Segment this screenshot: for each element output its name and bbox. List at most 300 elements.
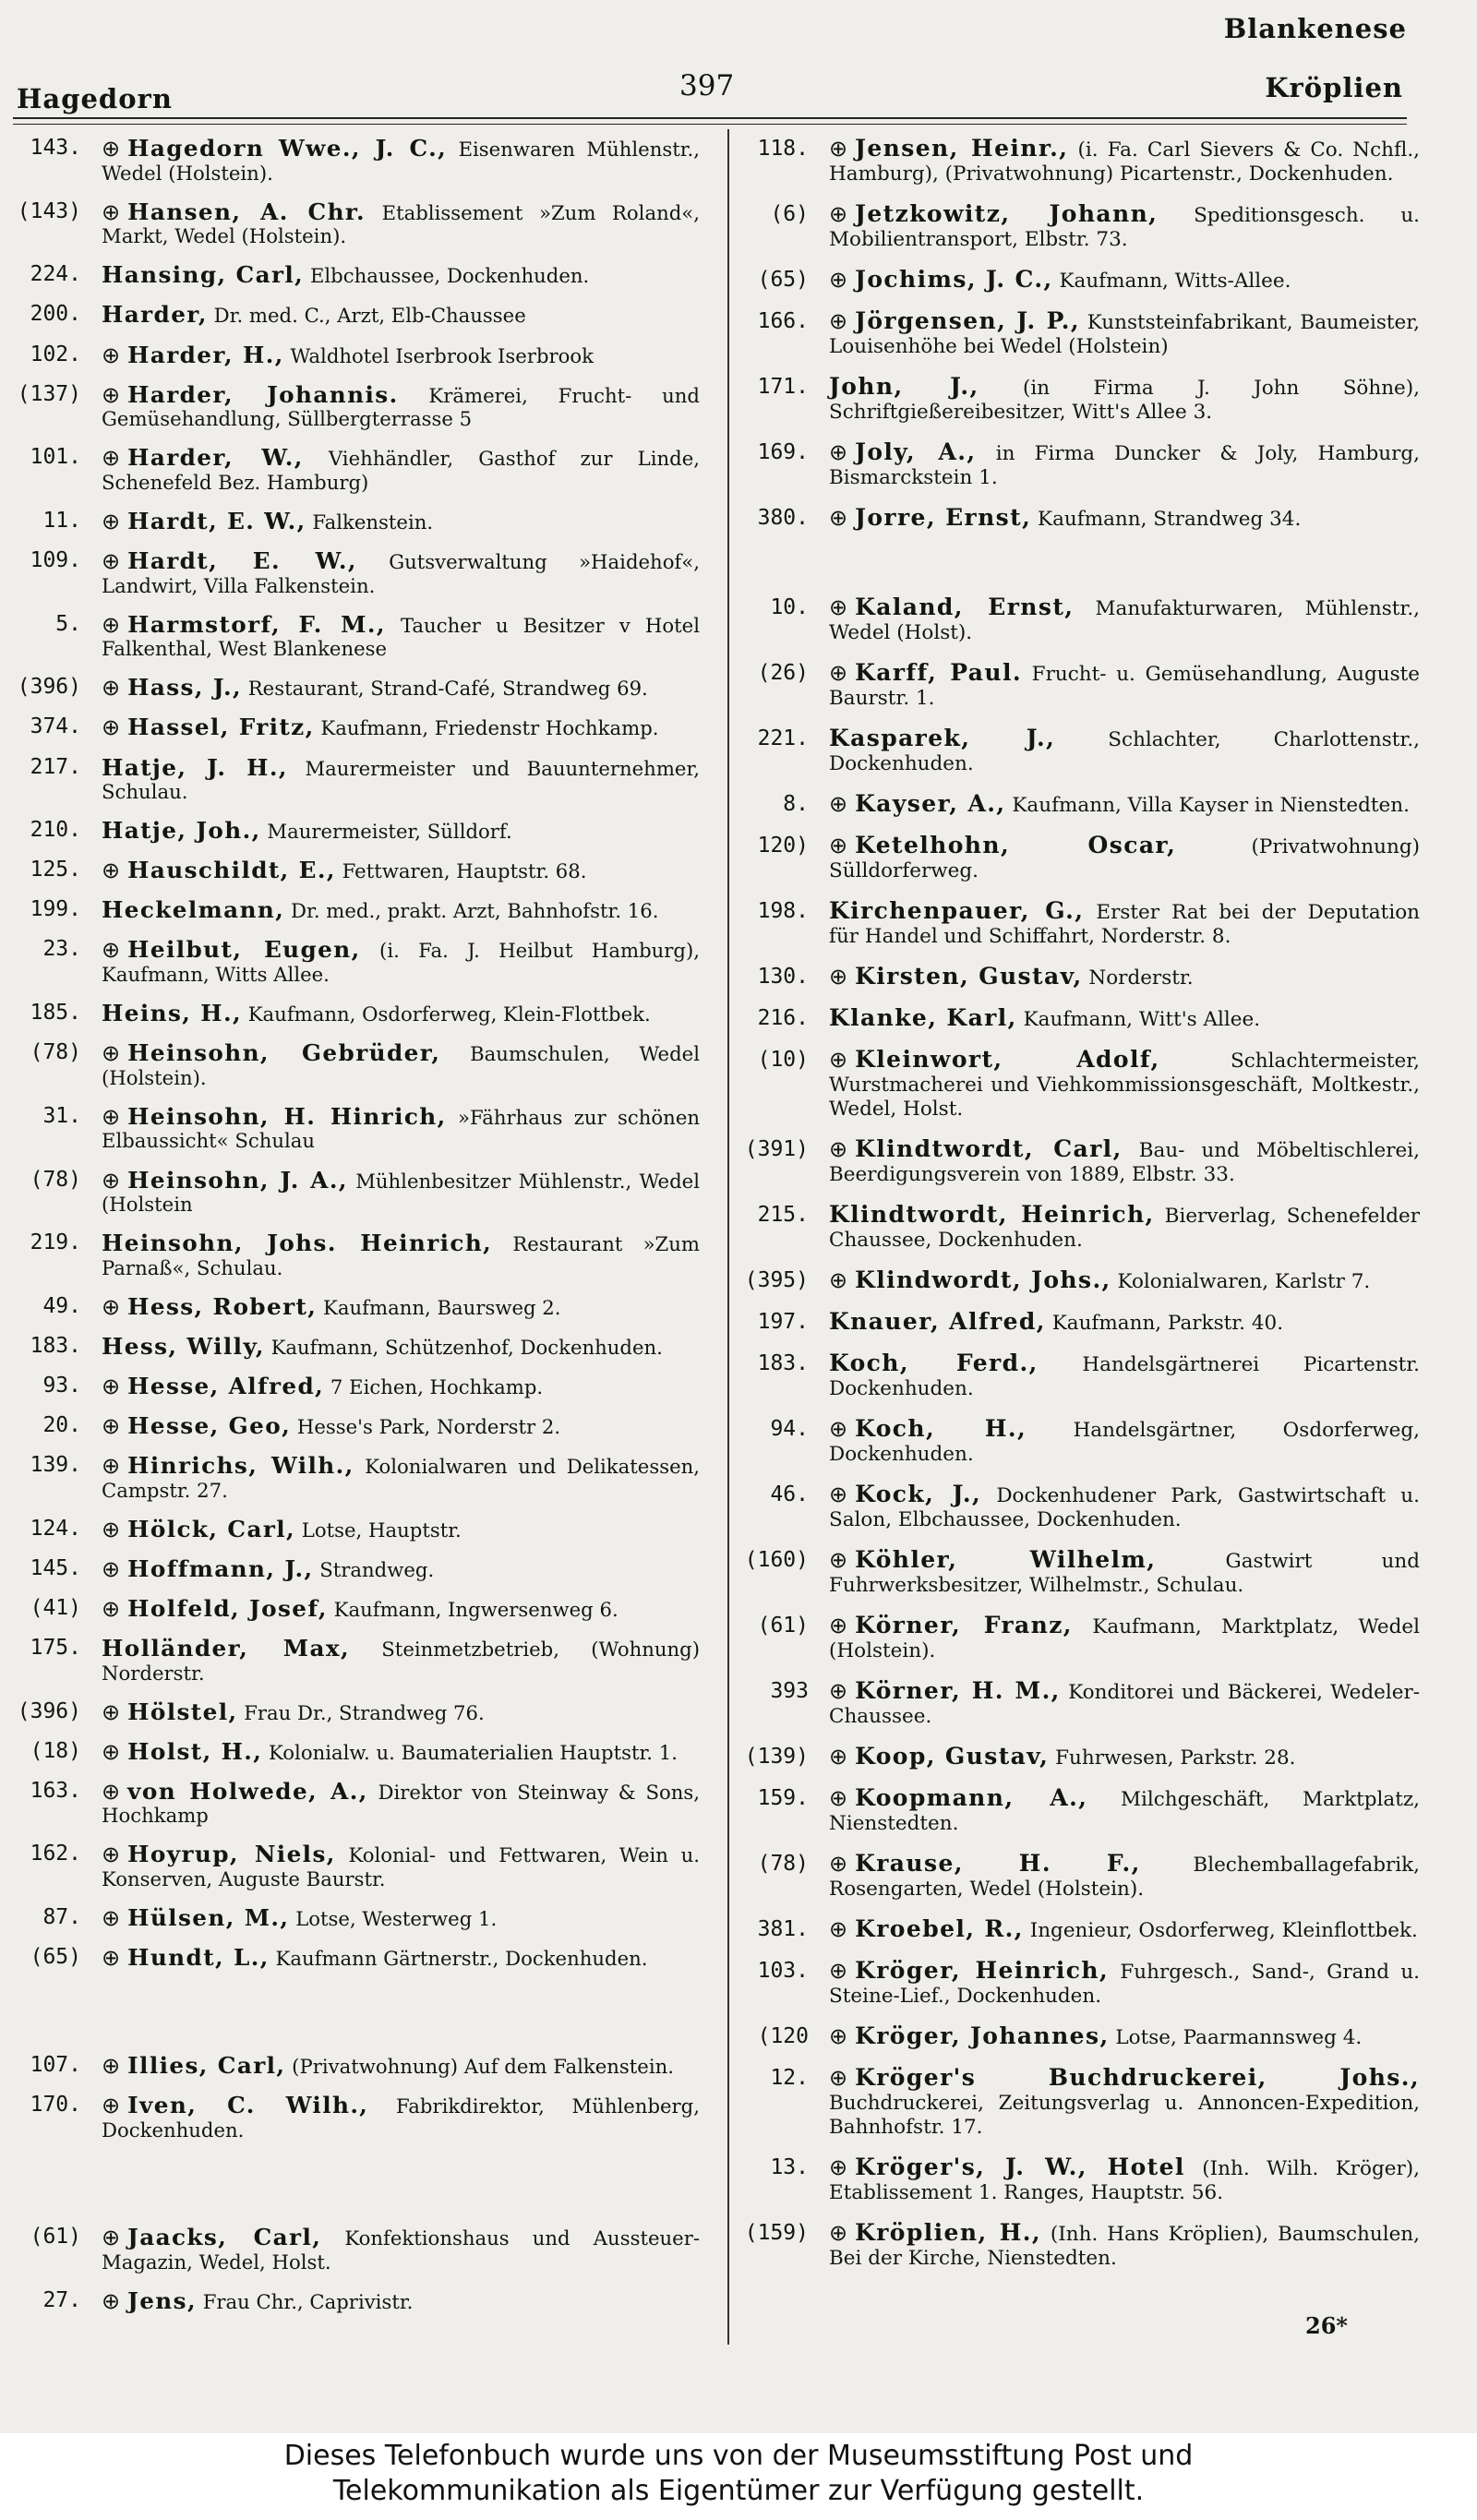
phone-number: (18) (30, 1738, 81, 1763)
phone-number: 20. (42, 1413, 81, 1438)
subscriber-name: Kirchenpauer, G., (829, 897, 1085, 924)
telephone-symbol-icon: ⊕ (829, 1047, 848, 1073)
subscriber-name: Hardt, E. W., (127, 507, 306, 534)
subscriber-name: Hansing, Carl, (102, 261, 305, 289)
subscriber-details: »Fährhaus zur schönen Elbaussicht« Schulau (102, 1105, 700, 1153)
telephone-symbol-icon: ⊕ (102, 136, 121, 162)
subscriber-details: (i. Fa. J. Heilbut Hamburg), Kaufmann, Witts Allee. (102, 939, 700, 986)
subscriber-name: Hülsen, M., (127, 1904, 290, 1932)
telephone-symbol-icon: ⊕ (102, 1842, 121, 1868)
telephone-symbol-icon: ⊕ (102, 1453, 121, 1480)
telephone-symbol-icon: ⊕ (102, 937, 121, 964)
directory-entry (13, 819, 700, 844)
subscriber-name: Heinsohn, H. Hinrich, (127, 1102, 447, 1130)
subscriber-name: Hauschildt, E., (127, 857, 336, 884)
subscriber-name: Hassel, Fritz, (127, 714, 315, 741)
phone-number: (6) (770, 202, 809, 226)
subscriber-details: Kaufmann, Osdorferweg, Klein-Flottbek. (247, 1002, 651, 1026)
directory-entry (740, 309, 1420, 359)
phone-number: 183. (30, 1333, 81, 1358)
subscriber-name: Heins, H., (102, 1000, 242, 1027)
directory-entry (13, 1231, 700, 1279)
subscriber-details: Dr. med. C., Arzt, Elb-Chaussee (213, 304, 526, 328)
telephone-symbol-icon: ⊕ (102, 1293, 121, 1320)
subscriber-name: Hinrichs, Wilh., (127, 1452, 354, 1480)
subscriber-name: Iven, C. Wilh., (127, 2092, 369, 2119)
directory-entry (13, 753, 700, 804)
directory-entry (13, 2223, 700, 2274)
directory-entry (740, 1786, 1420, 1836)
footer-notice (0, 2433, 1477, 2520)
subscriber-name: Illies, Carl, (127, 2052, 286, 2080)
footer-line-2: Telekommunikation als Eigentümer zur Verfügung gestellt. (332, 2475, 1145, 2507)
phone-number: 199. (30, 897, 81, 922)
phone-number: (10) (757, 1048, 809, 1072)
subscriber-name: Harmstorf, F. M., (127, 610, 386, 638)
subscriber-details: Kaufmann, Friedenstr Hochkamp. (320, 716, 659, 740)
directory-entry (13, 1332, 700, 1360)
directory-entry (13, 200, 700, 248)
subscriber-details: Handelsgärtnerei Picartenstr. Dockenhuden. (829, 1353, 1420, 1400)
subscriber-details: Maurermeister und Bauunternehmer, Schulau. (102, 756, 700, 804)
telephone-symbol-icon: ⊕ (102, 2053, 121, 2080)
subscriber-details: Kolonial- und Fettwaren, Wein u. Konserven, Auguste Baurstr. (102, 1843, 700, 1891)
subscriber-details: (Inh. Hans Kröplien), Baumschulen, Bei der Kirche, Nienstedten. (829, 2223, 1420, 2270)
directory-entry (13, 898, 700, 923)
telephone-symbol-icon: ⊕ (829, 1785, 848, 1811)
page-number: 397 (679, 69, 735, 102)
telephone-symbol-icon: ⊕ (829, 1267, 848, 1293)
phone-number: 171. (757, 375, 809, 399)
directory-entry (740, 2221, 1420, 2271)
subscriber-details: Gastwirt und Fuhrwerksbesitzer, Wilhelmstr., Schulau. (829, 1550, 1421, 1597)
subscriber-name: Hatje, J. H., (102, 753, 288, 781)
directory-entry (13, 715, 700, 740)
directory-entry (13, 1102, 700, 1153)
subscriber-details: Frucht- u. Gemüsehandlung, Auguste Baurstr. 1. (829, 663, 1420, 710)
telephone-symbol-icon: ⊕ (829, 136, 848, 162)
subscriber-name: Körner, H. M., (855, 1677, 1061, 1704)
directory-entry (13, 858, 700, 883)
subscriber-details: Buchdruckerei, Zeitungsverlag u. Annoncen-Expedition, Bahnhofstr. 17. (829, 2092, 1420, 2139)
phone-number: 125. (30, 858, 81, 882)
phone-number: 219. (30, 1230, 81, 1255)
subscriber-name: Kleinwort, Adolf, (855, 1046, 1160, 1073)
telephone-symbol-icon: ⊕ (102, 1103, 121, 1130)
telephone-symbol-icon: ⊕ (829, 505, 848, 531)
subscriber-name: Kröplien, H., (855, 2219, 1041, 2246)
phone-number: 393 (770, 1679, 809, 1703)
subscriber-name: Kayser, A., (855, 790, 1006, 817)
phone-number: (396) (17, 1698, 81, 1723)
phone-number: 185. (30, 1001, 81, 1026)
subscriber-details: Direktor von Steinway & Sons, Hochkamp (102, 1780, 700, 1828)
phone-number: 49. (42, 1293, 81, 1318)
telephone-symbol-icon: ⊕ (102, 445, 121, 472)
subscriber-name: Holländer, Max, (102, 1634, 351, 1662)
subscriber-details: Hesse's Park, Norderstr 2. (296, 1415, 561, 1439)
subscriber-details: Lotse, Westerweg 1. (295, 1907, 498, 1931)
subscriber-name: Kröger, Heinrich, (855, 1957, 1110, 1984)
subscriber-name: Kaland, Ernst, (855, 594, 1075, 620)
phone-number: 145. (30, 1555, 81, 1580)
subscriber-details: Lotse, Hauptstr. (301, 1518, 462, 1542)
telephone-symbol-icon: ⊕ (102, 1413, 121, 1440)
telephone-symbol-icon: ⊕ (102, 1778, 121, 1805)
subscriber-details: Kaufmann Gärtnerstr., Dockenhuden. (275, 1947, 648, 1971)
phone-number: 143. (30, 136, 81, 160)
directory-entry (13, 2054, 700, 2079)
directory-entry (13, 1777, 700, 1828)
directory-entry (740, 1482, 1420, 1532)
phone-number: 216. (757, 1006, 809, 1030)
subscriber-details: Manufakturwaren, Mühlenstr., Wedel (Holst). (829, 597, 1420, 644)
subscriber-details: (Privatwohnung) Auf dem Falkenstein. (292, 2055, 674, 2079)
subscriber-name: Koop, Gustav, (855, 1743, 1050, 1770)
subscriber-name: Heckelmann, (102, 896, 285, 924)
telephone-symbol-icon: ⊕ (829, 439, 848, 465)
subscriber-details: Waldhotel Iserbrook Iserbrook (290, 343, 594, 367)
telephone-symbol-icon: ⊕ (829, 201, 848, 227)
phone-number: 101. (30, 445, 81, 470)
subscriber-name: Klanke, Karl, (829, 1004, 1017, 1031)
phone-number: 170. (30, 2093, 81, 2118)
subscriber-name: Kirsten, Gustav, (855, 963, 1083, 990)
directory-entry (740, 2024, 1420, 2050)
phone-number: 102. (30, 342, 81, 366)
subscriber-details: Fuhrwesen, Parkstr. 28. (1055, 1746, 1296, 1770)
subscriber-details: (in Firma J. John Söhne), Schriftgießereibesitzer, Witt's Allee 3. (829, 377, 1420, 424)
phone-number: (143) (17, 198, 81, 223)
telephone-symbol-icon: ⊕ (829, 1744, 848, 1770)
telephone-symbol-icon: ⊕ (102, 198, 121, 225)
subscriber-name: Krause, H. F., (855, 1850, 1141, 1877)
subscriber-name: Koch, Ferd., (829, 1350, 1039, 1376)
telephone-symbol-icon: ⊕ (102, 2224, 121, 2250)
subscriber-details: Schlachter, Charlottenstr., Dockenhuden. (829, 728, 1420, 775)
phone-number: (120 (757, 2024, 809, 2048)
directory-entry (740, 1614, 1420, 1663)
subscriber-details: Kolonialw. u. Baumaterialien Hauptstr. 1. (269, 1740, 678, 1764)
directory-entry (740, 1006, 1420, 1032)
phone-number: 118. (757, 137, 809, 161)
directory-entry (740, 899, 1420, 949)
telephone-symbol-icon: ⊕ (102, 1040, 121, 1067)
subscriber-name: Hoffmann, J., (127, 1554, 314, 1582)
directory-entry (13, 1634, 700, 1685)
directory-entry (13, 1946, 700, 1971)
directory-entry (740, 137, 1420, 186)
directory-entry (13, 1041, 700, 1089)
telephone-symbol-icon: ⊕ (102, 858, 121, 884)
telephone-symbol-icon: ⊕ (102, 548, 121, 574)
sheet-signature: 26* (1305, 2312, 1348, 2339)
telephone-symbol-icon: ⊕ (829, 964, 848, 990)
column-divider (727, 129, 729, 2345)
subscriber-name: Jetzkowitz, Johann, (855, 200, 1159, 227)
subscriber-details: Strandweg. (319, 1557, 435, 1581)
subscriber-details: Kolonialwaren, Karlstr 7. (1117, 1270, 1371, 1293)
subscriber-details: Erster Rat bei der Deputation für Handel und Schiffahrt, Norderstr. 8. (829, 901, 1420, 948)
directory-entry (13, 303, 700, 328)
phone-number: (61) (757, 1614, 809, 1638)
directory-entry (740, 268, 1420, 294)
subscriber-name: Klindtwordt, Heinrich, (829, 1201, 1155, 1228)
phone-number: 87. (42, 1905, 81, 1930)
telephone-symbol-icon: ⊕ (829, 791, 848, 817)
phone-number: (139) (744, 1745, 809, 1769)
phone-number: 5. (55, 611, 81, 636)
subscriber-details: Konfektionshaus und Aussteuer-Magazin, Wedel, Holst. (102, 2226, 700, 2274)
subscriber-details: Kaufmann, Baursweg 2. (323, 1295, 561, 1319)
directory-entry (13, 1002, 700, 1026)
telephone-symbol-icon: ⊕ (829, 308, 848, 334)
subscriber-name: Hagedorn Wwe., J. C., (127, 135, 448, 162)
directory-entry (13, 610, 700, 661)
phone-number: (396) (17, 675, 81, 700)
directory-entry (740, 440, 1420, 490)
subscriber-details: Norderstr. (1088, 966, 1194, 990)
directory-entry (13, 1700, 700, 1725)
telephone-symbol-icon: ⊕ (829, 1678, 848, 1704)
subscriber-name: Jörgensen, J. P., (855, 307, 1080, 334)
subscriber-name: John, J., (829, 373, 979, 400)
subscriber-name: Körner, Franz, (855, 1612, 1073, 1638)
phone-number: 374. (30, 714, 81, 739)
phone-number: 12. (770, 2066, 809, 2090)
telephone-symbol-icon: ⊕ (829, 2220, 848, 2246)
subscriber-name: Hölck, Carl, (127, 1515, 296, 1542)
directory-entry (740, 661, 1420, 711)
telephone-symbol-icon: ⊕ (102, 1738, 121, 1765)
subscriber-name: Karff, Paul. (855, 659, 1022, 686)
directory-entry (13, 2094, 700, 2142)
phone-number: 130. (757, 965, 809, 989)
subscriber-name: Hess, Willy, (102, 1332, 265, 1360)
telephone-symbol-icon: ⊕ (102, 508, 121, 534)
telephone-symbol-icon: ⊕ (102, 381, 121, 408)
phone-number: 109. (30, 548, 81, 572)
directory-entry (740, 1679, 1420, 1729)
subscriber-details: (i. Fa. Carl Sievers & Co. Nchfl., Hamburg), (Privatwohnung) Picartenstr., Dockenhuden. (829, 138, 1420, 186)
subscriber-details: Kaufmann, Marktplatz, Wedel (Holstein). (829, 1615, 1420, 1662)
telephone-symbol-icon: ⊕ (829, 1416, 848, 1442)
phone-number: (41) (30, 1595, 81, 1620)
subscriber-details: in Firma Duncker & Joly, Hamburg, Bismarckstein 1. (829, 442, 1420, 489)
telephone-symbol-icon: ⊕ (102, 1555, 121, 1582)
header-rule-thin (13, 124, 1407, 125)
subscriber-details: 7 Eichen, Hochkamp. (330, 1375, 544, 1398)
subscriber-name: Jochims, J. C., (855, 266, 1053, 293)
directory-entry (13, 1906, 700, 1931)
phone-number: (395) (744, 1268, 809, 1292)
phone-number: 380. (757, 506, 809, 530)
subscriber-name: Köhler, Wilhelm, (855, 1546, 1157, 1573)
subscriber-name: Jaacks, Carl, (127, 2223, 322, 2250)
subscriber-name: Harder, H., (127, 341, 284, 368)
subscriber-name: Klindwordt, Johs., (855, 1266, 1111, 1293)
phone-number: 197. (757, 1310, 809, 1334)
telephone-symbol-icon: ⊕ (102, 2287, 121, 2314)
telephone-symbol-icon: ⊕ (829, 267, 848, 293)
subscriber-details: Speditionsgesch. u. Mobilientransport, Elbstr. 73. (829, 204, 1420, 251)
phone-number: 215. (757, 1203, 809, 1227)
subscriber-name: Heinsohn, Gebrüder, (127, 1039, 441, 1067)
subscriber-details: Kolonialwaren und Delikatessen, Campstr. 27. (102, 1455, 700, 1502)
phone-number: 381. (757, 1917, 809, 1941)
directory-entry (740, 1917, 1420, 1943)
subscriber-name: Kock, J., (855, 1481, 982, 1507)
telephone-symbol-icon: ⊕ (102, 1698, 121, 1725)
phone-number: 93. (42, 1374, 81, 1398)
directory-entry (13, 1292, 700, 1320)
directory-entry (740, 1137, 1420, 1187)
subscriber-details: Mühlenbesitzer Mühlenstr., Wedel (Holstein (102, 1169, 700, 1217)
subscriber-name: Harder, W., (127, 444, 304, 472)
subscriber-name: Hatje, Joh., (102, 817, 261, 845)
subscriber-details: Kaufmann, Schützenhof, Dockenhuden. (270, 1335, 663, 1359)
section-gap (13, 1986, 700, 2054)
subscriber-details: Kaufmann, Villa Kayser in Nienstedten. (1012, 794, 1410, 817)
subscriber-details: Konditorei und Bäckerei, Wedeler-Chaussee. (829, 1681, 1420, 1728)
subscriber-details: Schlachtermeister, Wurstmacherei und Viehkommissionsgeschäft, Moltkestr., Wedel, Holst. (829, 1050, 1420, 1121)
subscriber-name: Jens, (127, 2286, 197, 2314)
subscriber-name: Hoyrup, Niels, (127, 1841, 336, 1868)
subscriber-details: Blechemballagefabrik, Rosengarten, Wedel (Holstein). (829, 1854, 1420, 1901)
directory-entry (740, 1048, 1420, 1122)
subscriber-name: Hansen, A. Chr. (127, 198, 366, 225)
subscriber-name: Joly, A., (855, 438, 977, 465)
phone-number: 139. (30, 1453, 81, 1478)
subscriber-name: Heinsohn, Johs. Heinrich, (102, 1230, 493, 1257)
telephone-symbol-icon: ⊕ (102, 1167, 121, 1194)
phone-number: 183. (757, 1351, 809, 1375)
subscriber-name: Kroebel, R., (855, 1915, 1024, 1942)
right-column (740, 137, 1420, 2286)
subscriber-name: Hesse, Geo, (127, 1412, 292, 1440)
phone-number: 124. (30, 1516, 81, 1541)
subscriber-name: Heinsohn, J. A., (127, 1166, 348, 1194)
directory-entry (740, 506, 1420, 532)
phone-number: (26) (757, 661, 809, 685)
subscriber-details: Kaufmann, Parkstr. 40. (1051, 1312, 1284, 1335)
phone-number: (391) (744, 1137, 809, 1161)
subscriber-name: Jorre, Ernst, (855, 504, 1032, 531)
subscriber-name: Kröger, Johannes, (855, 2022, 1110, 2049)
subscriber-details: Dockenhudener Park, Gastwirtschaft u. Salon, Elbchaussee, Dockenhuden. (829, 1484, 1420, 1531)
phone-number: (78) (757, 1852, 809, 1876)
telephone-symbol-icon: ⊕ (829, 2065, 848, 2091)
directory-entry (13, 1166, 700, 1217)
phone-number: 23. (42, 937, 81, 962)
section-gap (740, 547, 1420, 595)
header-rule (13, 117, 1407, 119)
subscriber-name: Hölstel, (127, 1698, 238, 1725)
directory-entry (13, 676, 700, 701)
subscriber-name: Heilbut, Eugen, (127, 936, 361, 964)
phone-number: (160) (744, 1548, 809, 1572)
subscriber-name: Harder, Johannis. (127, 380, 399, 408)
subscriber-details: Fabrikdirektor, Mühlenberg, Dockenhuden. (102, 2094, 700, 2142)
telephone-symbol-icon: ⊕ (102, 1945, 121, 1972)
phone-number: 46. (770, 1482, 809, 1506)
subscriber-name: von Holwede, A., (127, 1777, 368, 1805)
subscriber-details: Steinmetzbetrieb, (Wohnung) Norderstr. (102, 1637, 700, 1685)
subscriber-name: Kasparek, J., (829, 725, 1056, 751)
header-right-place: Blankenese (1223, 13, 1407, 44)
telephone-symbol-icon: ⊕ (829, 1482, 848, 1507)
directory-entry (13, 1842, 700, 1890)
subscriber-name: Koch, H., (855, 1415, 1027, 1442)
directory-entry (740, 375, 1420, 425)
directory-entry (13, 1594, 700, 1622)
subscriber-details: Restaurant »Zum Parnaß«, Schulau. (102, 1232, 700, 1279)
phone-number: 224. (30, 262, 81, 287)
subscriber-details: (Privatwohnung) Sülldorferweg. (829, 835, 1420, 882)
directory-entry (740, 1203, 1420, 1253)
subscriber-name: Hundt, L., (127, 1944, 270, 1972)
telephone-symbol-icon: ⊕ (829, 1136, 848, 1162)
subscriber-name: Knauer, Alfred, (829, 1308, 1046, 1335)
subscriber-details: (Inh. Wilh. Kröger), Etablissement 1. Ranges, Hauptstr. 56. (829, 2157, 1420, 2204)
directory-entry (740, 1852, 1420, 1902)
telephone-symbol-icon: ⊕ (829, 1958, 848, 1984)
subscriber-details: Kaufmann, Ingwersenweg 6. (333, 1597, 618, 1621)
subscriber-details: Kaufmann, Witts-Allee. (1059, 270, 1291, 293)
phone-number: 217. (30, 754, 81, 779)
header-left-keyword: Hagedorn (17, 83, 173, 114)
telephone-symbol-icon: ⊕ (102, 714, 121, 741)
directory-entry (740, 2155, 1420, 2205)
phone-number: 10. (770, 595, 809, 619)
subscriber-details: Fuhrgesch., Sand-, Grand u. Steine-Lief., Dockenhuden. (829, 1961, 1420, 2008)
telephone-symbol-icon: ⊕ (102, 611, 121, 638)
directory-entry (740, 1268, 1420, 1294)
phone-number: 175. (30, 1635, 81, 1660)
directory-entry (13, 549, 700, 597)
subscriber-name: Kröger's, J. W., Hotel (855, 2154, 1185, 2180)
telephone-symbol-icon: ⊕ (102, 1595, 121, 1622)
subscriber-details: Milchgeschäft, Marktplatz, Nienstedten. (829, 1788, 1420, 1835)
left-column (13, 137, 700, 2329)
telephone-symbol-icon: ⊕ (102, 342, 121, 368)
directory-entry (740, 1417, 1420, 1467)
subscriber-name: Harder, (102, 301, 208, 329)
phone-number: (61) (30, 2224, 81, 2249)
telephone-symbol-icon: ⊕ (829, 594, 848, 620)
phone-number: 200. (30, 302, 81, 327)
phone-number: 94. (770, 1417, 809, 1441)
telephone-symbol-icon: ⊕ (829, 1613, 848, 1638)
phone-number: 166. (757, 309, 809, 333)
telephone-symbol-icon: ⊕ (102, 2093, 121, 2119)
directory-entry (740, 834, 1420, 883)
subscriber-details: Ingenieur, Osdorferweg, Kleinflottbek. (1029, 1919, 1418, 1942)
telephone-symbol-icon: ⊕ (829, 1851, 848, 1877)
telephone-symbol-icon: ⊕ (829, 1547, 848, 1573)
directory-entry (740, 1548, 1420, 1598)
phone-number: 31. (42, 1103, 81, 1128)
phone-number: 163. (30, 1778, 81, 1803)
directory-entry (13, 2286, 700, 2314)
subscriber-details: Bau- und Möbeltischlerei, Beerdigungsverein von 1889, Elbstr. 33. (829, 1139, 1420, 1186)
directory-entry (740, 726, 1420, 776)
directory-entry (13, 1737, 700, 1765)
phone-number: 198. (757, 899, 809, 923)
subscriber-details: Etablissement »Zum Roland«, Markt, Wedel (Holstein). (102, 200, 700, 248)
subscriber-name: Jensen, Heinr., (855, 135, 1069, 162)
directory-entry (13, 1515, 700, 1542)
